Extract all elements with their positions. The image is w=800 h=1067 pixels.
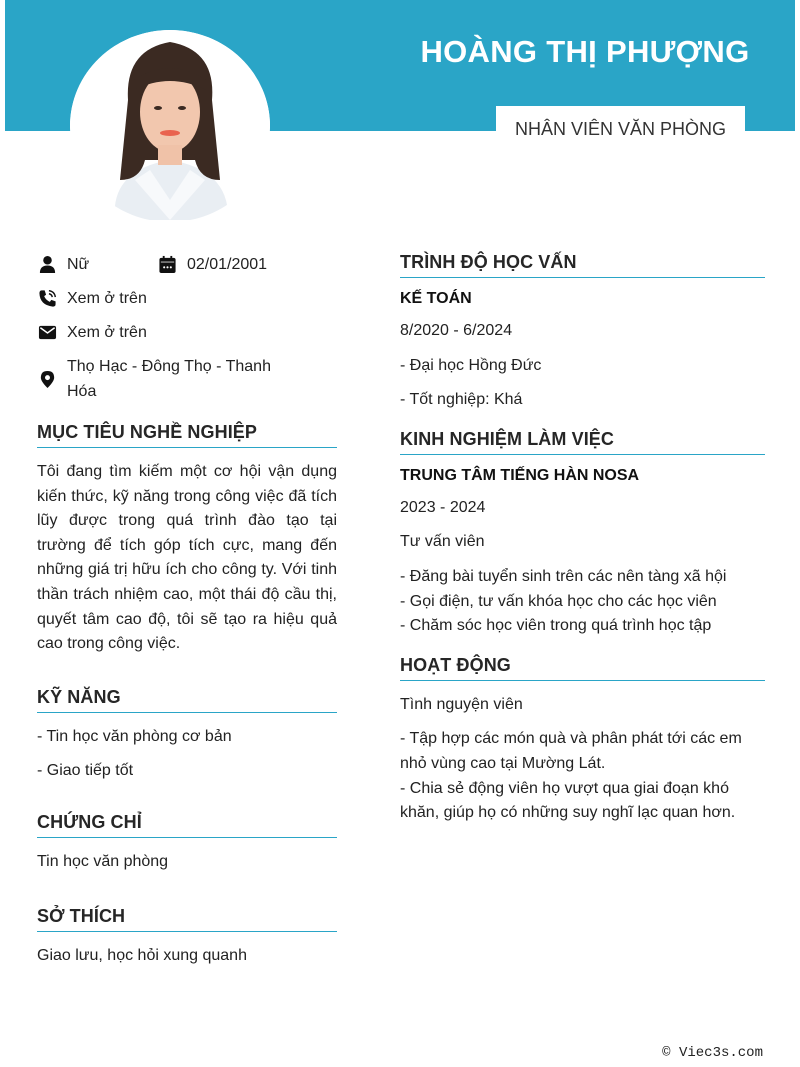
email-value: Xem ở trên: [67, 324, 147, 341]
certificate-item: Tin học văn phòng: [37, 852, 169, 870]
address-row: [37, 354, 337, 404]
user-icon: [37, 252, 57, 277]
objective-text: Tôi đang tìm kiếm một cơ hội vận dụng kiến thức, kỹ năng trong công việc đã tích lũy được trong quá trình đào tạo tại trường để tích góp tích cực, mang đến những giá trị hữu ích cho công ty. Với tinh thần trách nhiệm cao, một thái độ cầu thị, quyết tâm cao độ, tôi sẽ tạo ra hiệu quả cao trong công việc.: [37, 463, 337, 653]
objective-title: MỤC TIÊU NGHỀ NGHIỆP: [37, 422, 337, 448]
hobbies-title: SỞ THÍCH: [37, 906, 337, 932]
hobby-item: Giao lưu, học hỏi xung quanh: [37, 946, 247, 964]
skills-title: KỸ NĂNG: [37, 687, 337, 713]
envelope-icon: [37, 320, 57, 345]
profile-photo: [70, 30, 270, 222]
activities-title: HOẠT ĐỘNG: [400, 655, 765, 681]
experience-duty: - Gọi điện, tư vấn khóa học cho các học viên: [400, 592, 717, 610]
experience-duty: - Chăm sóc học viên trong quá trình học tập: [400, 617, 712, 635]
job-title: NHÂN VIÊN VĂN PHÒNG: [496, 106, 745, 146]
education-period: 8/2020 - 6/2024: [400, 322, 513, 339]
email-row: [37, 320, 337, 345]
gender-value: Nữ: [67, 256, 90, 273]
gender-birthday-row: [37, 252, 337, 277]
phone-icon: [37, 286, 57, 311]
skill-item: - Giao tiếp tốt: [37, 762, 134, 780]
left-column: [37, 252, 337, 968]
experience-position: Tư vấn viên: [400, 533, 485, 551]
phone-row: [37, 286, 337, 311]
education-title: TRÌNH ĐỘ HỌC VẤN: [400, 252, 765, 278]
watermark: © Viec3s.com: [662, 1045, 763, 1061]
calendar-icon: [157, 252, 177, 277]
education-detail: - Tốt nghiệp: Khá: [400, 391, 523, 409]
experience-period: 2023 - 2024: [400, 498, 486, 516]
experience-company: TRUNG TÂM TIẾNG HÀN NOSA: [400, 466, 640, 484]
candidate-name: HOÀNG THỊ PHƯỢNG: [420, 34, 750, 69]
address-value: Thọ Hạc - Đông Thọ - Thanh Hóa: [67, 358, 271, 400]
phone-value: Xem ở trên: [67, 290, 147, 307]
education-detail: - Đại học Hồng Đức: [400, 356, 542, 374]
education-major: KẾ TOÁN: [400, 290, 472, 307]
right-column: [400, 252, 765, 826]
certificates-title: CHỨNG CHỈ: [37, 812, 337, 838]
birthday-value: 02/01/2001: [187, 256, 268, 273]
experience-duty: - Đăng bài tuyển sinh trên các nên tàng xã hội: [400, 567, 727, 585]
activity-item: - Tập hợp các món quà và phân phát tới các em nhỏ vùng cao tại Mường Lát.: [400, 730, 742, 772]
skill-item: - Tin học văn phòng cơ bản: [37, 727, 232, 745]
activity-role: Tình nguyện viên: [400, 695, 523, 713]
activity-item: - Chia sẻ động viên họ vượt qua giai đoạn khó khăn, giúp họ có những suy nghĩ lạc quan hơn.: [400, 779, 736, 822]
experience-title: KINH NGHIỆM LÀM VIỆC: [400, 429, 765, 455]
map-pin-icon: [37, 354, 57, 404]
